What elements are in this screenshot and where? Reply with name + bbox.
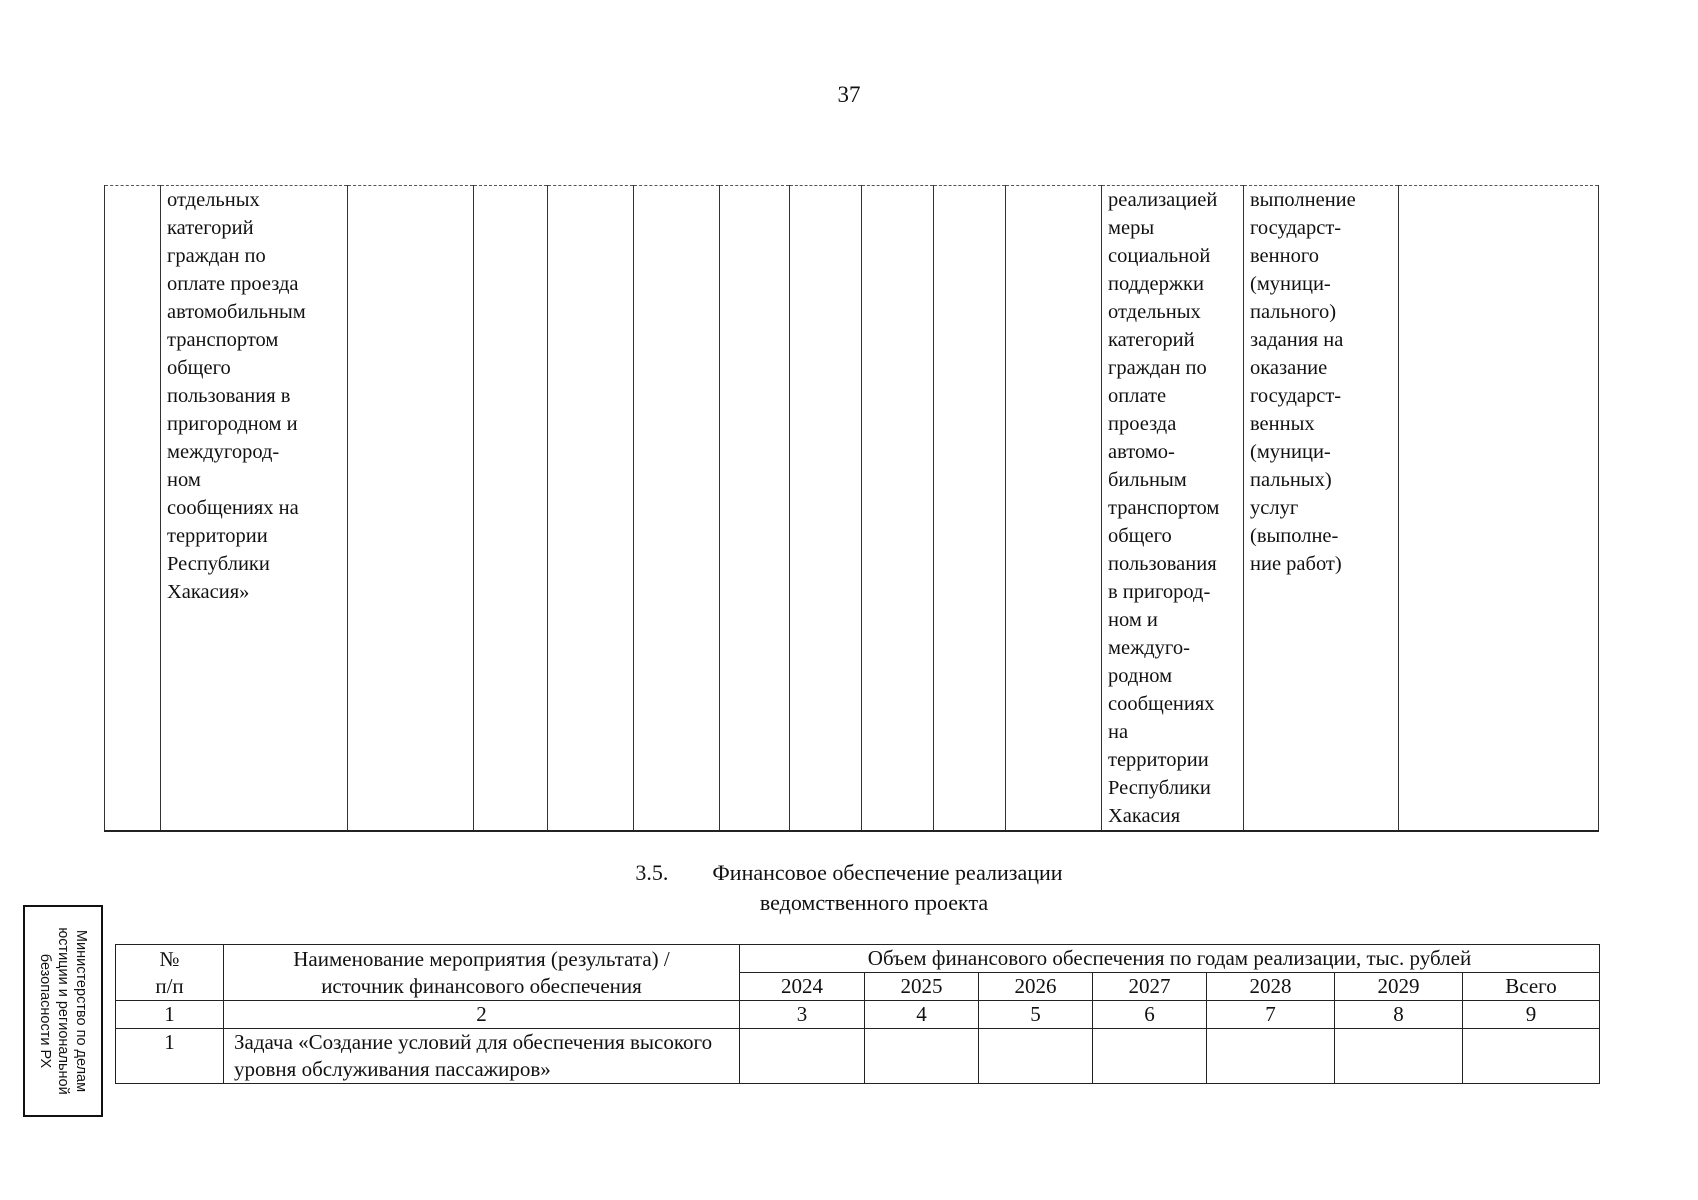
cont-cell-10 [934, 186, 1006, 832]
row-num: 1 [116, 1029, 224, 1084]
column-number: 2 [224, 1001, 740, 1029]
cont-cell-6 [634, 186, 720, 832]
section-number: 3.5. [635, 860, 669, 885]
cont-cell-3 [348, 186, 474, 832]
page-number: 37 [837, 82, 861, 107]
column-number: 6 [1093, 1001, 1207, 1029]
cont-cell-11 [1006, 186, 1102, 832]
cont-cell-13 [1244, 186, 1399, 832]
column-number: 3 [740, 1001, 865, 1029]
row-value-2026 [979, 1029, 1093, 1084]
column-number: 9 [1463, 1001, 1600, 1029]
row-value-2028 [1207, 1029, 1335, 1084]
registration-stamp [23, 905, 103, 1117]
finance-table [115, 944, 1600, 1084]
row-value-2024 [740, 1029, 865, 1084]
header-total: Всего [1463, 973, 1600, 1001]
column-number-row [116, 1001, 1600, 1029]
finance-header-row [116, 945, 1600, 973]
row-value-2027 [1093, 1029, 1207, 1084]
stamp-text: Министерство по делам юстиции и региональной безопасности РХ [37, 927, 89, 1095]
cont-cell-12-text: реализацией меры социальной поддержки отдельных категорий граждан по оплате проезда автомо- бильным транспортом общего пользования в пригород- ном и междуго- родном сообщениях на территории Республики Хакасия [1108, 189, 1220, 827]
section-heading [0, 858, 1698, 918]
row-value-2029 [1335, 1029, 1463, 1084]
header-year: 2028 [1207, 973, 1335, 1001]
column-number: 8 [1335, 1001, 1463, 1029]
cont-cell-2 [161, 186, 348, 832]
header-year: 2027 [1093, 973, 1207, 1001]
cont-cell-2-text: отдельных категорий граждан по оплате проезда автомобильным транспортом общего пользования в пригородном и междугород- ном сообщениях на территории Республики Хакасия» [167, 189, 306, 603]
continuation-row [105, 186, 1599, 832]
column-number: 7 [1207, 1001, 1335, 1029]
section-title-line1: Финансовое обеспечение реализации [712, 860, 1063, 885]
table-row [116, 1029, 1600, 1084]
row-name: Задача «Создание условий для обеспечения высокого уровня обслуживания пассажиров» [224, 1029, 740, 1084]
header-num [116, 945, 224, 1001]
header-name [224, 945, 740, 1001]
cont-cell-13-text: выполнение государст- венного (муници- пального) задания на оказание государст- венных (муници- пальных) услуг (выполне- ние работ) [1250, 189, 1356, 575]
header-year: 2026 [979, 973, 1093, 1001]
cont-cell-4 [474, 186, 548, 832]
cont-cell-9 [862, 186, 934, 832]
cont-cell-8 [790, 186, 862, 832]
header-year: 2024 [740, 973, 865, 1001]
row-value-total [1463, 1029, 1600, 1084]
column-number: 5 [979, 1001, 1093, 1029]
header-name-text: Наименование мероприятия (результата) / источник финансового обеспечения [293, 946, 670, 998]
cont-cell-12 [1102, 186, 1244, 832]
row-value-2025 [865, 1029, 979, 1084]
column-number: 4 [865, 1001, 979, 1029]
continuation-table [104, 185, 1599, 832]
header-year: 2029 [1335, 973, 1463, 1001]
cont-cell-14 [1399, 186, 1599, 832]
section-title-line2: ведомственного проекта [759, 890, 989, 915]
cont-cell-1 [105, 186, 161, 832]
column-number: 1 [116, 1001, 224, 1029]
cont-cell-7 [720, 186, 790, 832]
header-volume: Объем финансового обеспечения по годам реализации, тыс. рублей [740, 945, 1600, 973]
cont-cell-5 [548, 186, 634, 832]
header-num-text: № п/п [155, 946, 184, 998]
header-year: 2025 [865, 973, 979, 1001]
